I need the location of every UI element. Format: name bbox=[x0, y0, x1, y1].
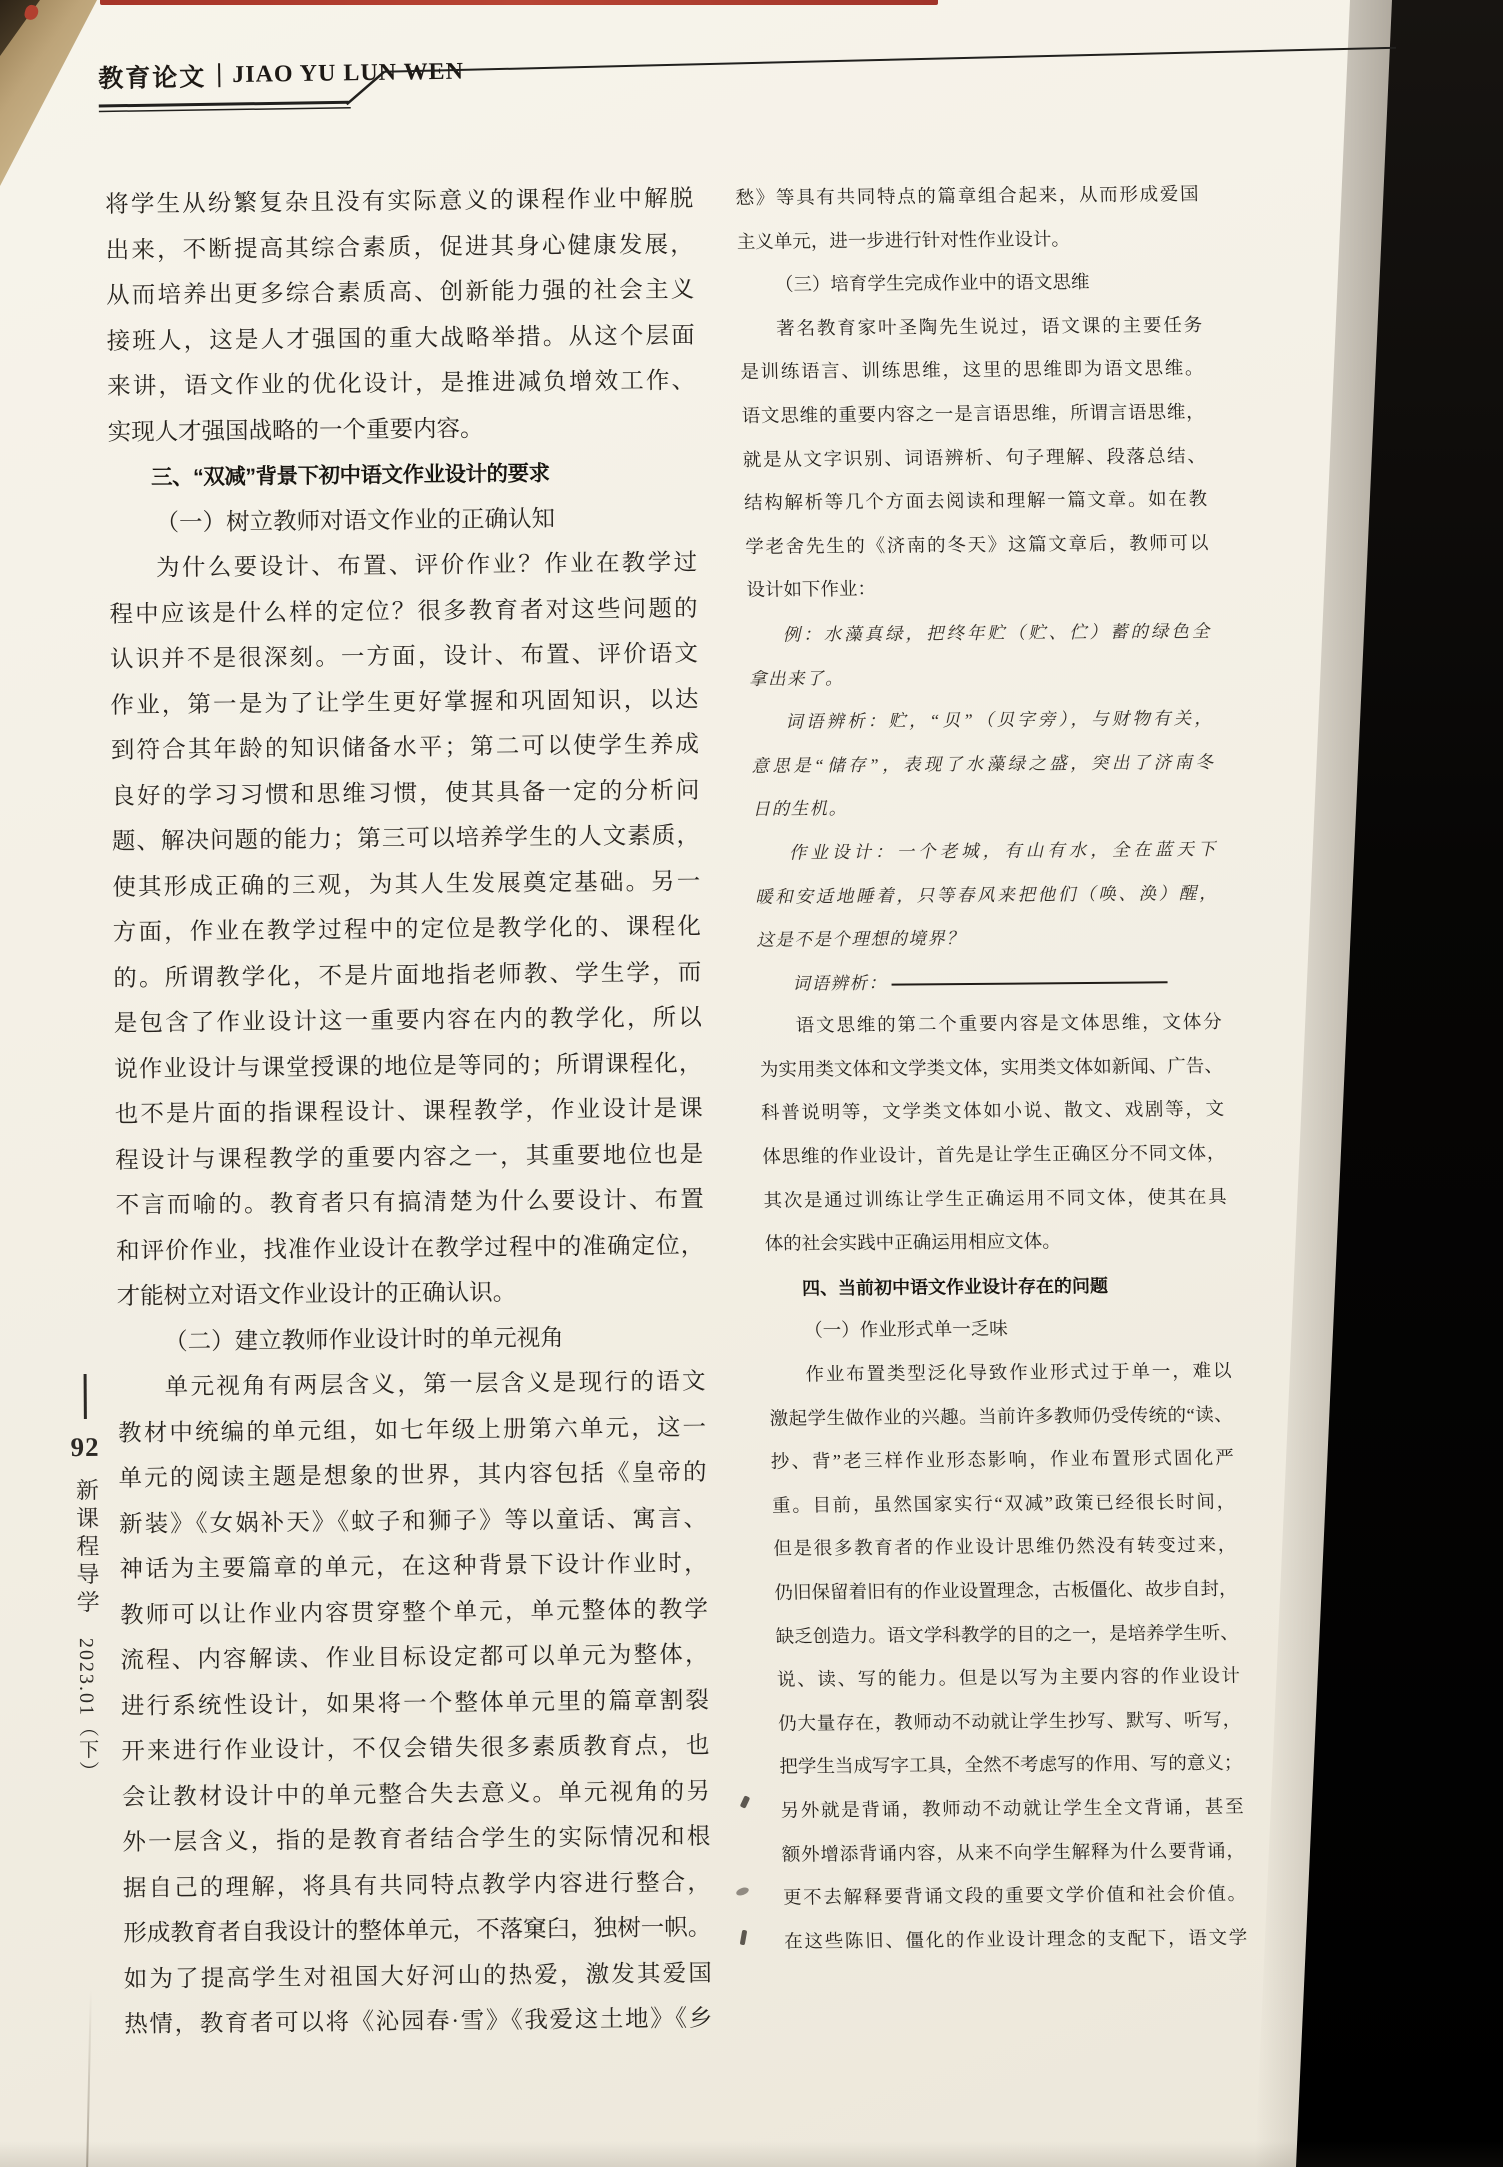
text-line: 和评价作业，找准作业设计在教学过程中的准确定位， bbox=[116, 1232, 705, 1265]
text-line: 进行系统性设计，如果将一个整体单元里的篇章割裂 bbox=[120, 1687, 710, 1720]
text-line: 神话为主要篇章的单元，在这种背景下设计作业时， bbox=[119, 1550, 708, 1583]
text-line: 为实用类文体和文学类文体，实用类文体如新闻、广告、 bbox=[759, 1056, 1224, 1081]
text-line: （二）建立教师作业设计时的单元视角 bbox=[164, 1324, 564, 1355]
text-line: 其次是通过训练让学生正确运用不同文体，使其在具 bbox=[763, 1187, 1227, 1212]
text-line: 使其形成正确的三观，为其人生发展奠定基础。另一 bbox=[112, 868, 701, 901]
ink-smudge bbox=[740, 1795, 751, 1808]
text-line: 教材中统编的单元组，如七年级上册第六单元，这一 bbox=[117, 1414, 707, 1447]
text-line: 仍旧保留着旧有的作业设置理念，古板僵化、故步自封， bbox=[774, 1579, 1238, 1604]
text-line: 激起学生做作业的兴趣。当前许多教师仍受传统的“读、 bbox=[769, 1405, 1233, 1430]
text-line: 主义单元，进一步进行针对性作业设计。 bbox=[736, 229, 1071, 253]
section-title-chinese: 教育论文 bbox=[98, 64, 207, 93]
text-line: 把学生当成写字工具，全然不考虑写的作用、写的意义； bbox=[779, 1754, 1243, 1779]
text-line: 作业设计：一个老城，有山有水，全在蓝天下 bbox=[788, 838, 1218, 863]
text-line: 但是很多教育者的作业设计思维仍然没有转变过来， bbox=[773, 1536, 1237, 1561]
text-line: 缺乏创造力。语文学科教学的目的之一，是培养学生听、 bbox=[775, 1623, 1240, 1648]
text-line: 暖和安适地睡着，只等春风来把他们（唤、涣）醒， bbox=[754, 882, 1219, 907]
text-line: 到符合其年龄的知识储备水平；第二可以使学生养成 bbox=[110, 731, 700, 764]
fill-in-blank-underline bbox=[891, 980, 1167, 985]
text-line: 作业，第一是为了让学生更好掌握和巩固知识，以达 bbox=[110, 686, 699, 719]
text-line: 如为了提高学生对祖国大好河山的热爱，激发其爱国 bbox=[123, 1960, 712, 1993]
text-line: 这是不是个理想的境界？ bbox=[756, 928, 966, 950]
page-header bbox=[98, 41, 1404, 126]
text-line: 教师可以让作业内容贯穿整个单元，单元整体的教学 bbox=[119, 1596, 709, 1629]
text-line: 是训练语言、训练思维，这里的思维即为语文思维。 bbox=[740, 359, 1204, 384]
text-line: 将学生从纷繁复杂且没有实际意义的课程作业中解脱 bbox=[105, 185, 694, 218]
text-line: 接班人，这是人才强国的重大战略举措。从这个层面 bbox=[106, 322, 695, 355]
ink-smudge bbox=[735, 1886, 750, 1897]
text-line: 更不去解释要背诵文段的重要文学价值和社会价值。 bbox=[782, 1884, 1247, 1909]
text-line: 会让教材设计中的单元整合失去意义。单元视角的另 bbox=[121, 1778, 711, 1811]
text-line: 意思是“储存”，表现了水藻绿之盛，突出了济南冬 bbox=[751, 751, 1215, 776]
text-column-left bbox=[105, 177, 713, 2049]
text-line: 外一层含义，指的是教育者结合学生的实际情况和根 bbox=[122, 1823, 711, 1856]
text-line: 结构解析等几个方面去阅读和理解一篇文章。如在教 bbox=[743, 490, 1208, 515]
text-line: 为什么要设计、布置、评价作业？作业在教学过 bbox=[155, 549, 698, 582]
page-number: 92 bbox=[70, 1431, 100, 1463]
text-line: 愁》等具有共同特点的篇章组合起来，从而形成爱国 bbox=[735, 184, 1199, 209]
text-line: 热情，教育者可以将《沁园春·雪》《我爱这土地》《乡 bbox=[124, 2005, 713, 2038]
text-line: 语文思维的重要内容之一是言语思维，所谓言语思维， bbox=[741, 402, 1205, 427]
text-line: 著名教育家叶圣陶先生说过，语文课的主要任务 bbox=[775, 315, 1203, 340]
text-line: 就是从文字识别、词语辨析、句子理解、段落总结、 bbox=[742, 446, 1207, 471]
text-line: 流程、内容解读、作业目标设定都可以单元为整体， bbox=[120, 1641, 709, 1674]
text-line: 单元视角有两层含义，第一层含义是现行的语文 bbox=[164, 1368, 706, 1401]
journal-name: 新课程导学 bbox=[72, 1477, 99, 1619]
text-line: 是包含了作业设计这一重要内容在内的教学化，所以 bbox=[113, 1004, 702, 1037]
section-title-pinyin: JIAO YU LUN WEN bbox=[232, 58, 465, 88]
text-line: 才能树立对语文作业设计的正确认识。 bbox=[116, 1279, 517, 1310]
bottom-edge-shadow bbox=[0, 2141, 1503, 2167]
text-line: 三、“双减”背景下初中语文作业设计的要求 bbox=[150, 461, 550, 490]
journal-sidebar bbox=[62, 1374, 111, 1783]
masthead-divider bbox=[218, 63, 220, 87]
text-line: 额外增添背诵内容，从来不向学生解释为什么要背诵， bbox=[781, 1841, 1246, 1866]
text-line: 从而培养出更多综合素质高、创新能力强的社会主义 bbox=[106, 276, 695, 309]
text-line: 程中应该是什么样的定位？很多教育者对这些问题的 bbox=[109, 595, 698, 628]
text-line: 四、当前初中语文作业设计存在的问题 bbox=[801, 1275, 1109, 1299]
text-line: 开来进行作业设计，不仅会错失很多素质教育点，也 bbox=[121, 1732, 710, 1765]
text-line: 抄、背”老三样作业形态影响，作业布置形式固化严 bbox=[770, 1448, 1235, 1473]
text-line: 科普说明等，文学类文体如小说、散文、戏剧等，文 bbox=[760, 1100, 1225, 1125]
text-line: 新装》《女娲补天》《蚊子和狮子》等以童话、寓言、 bbox=[118, 1505, 708, 1538]
text-line: 题、解决问题的能力；第三可以培养学生的人文素质， bbox=[111, 822, 701, 855]
text-line: 不言而喻的。教育者只有搞清楚为什么要设计、布置 bbox=[115, 1186, 704, 1219]
text-line: 单元的阅读主题是想象的世界，其内容包括《皇帝的 bbox=[118, 1459, 707, 1492]
text-line: 说、读、写的能力。但是以写为主要内容的作业设计 bbox=[776, 1666, 1241, 1691]
text-line: 日的生机。 bbox=[752, 798, 848, 820]
text-line: 学老舍先生的《济南的冬天》这篇文章后，教师可以 bbox=[745, 533, 1209, 558]
text-line: 重。目前，虽然国家实行“双减”政策已经很长时间， bbox=[771, 1492, 1236, 1517]
text-line: 仍大量存在，教师动不动就让学生抄写、默写、听写， bbox=[777, 1710, 1242, 1735]
text-column-right bbox=[735, 174, 1248, 1965]
ink-smudge bbox=[740, 1930, 748, 1946]
text-line: 语文思维的第二个重要内容是文体思维，文体分 bbox=[795, 1013, 1222, 1037]
text-line: （一）树立教师对语文作业的正确认知 bbox=[155, 505, 556, 536]
text-line: 作业布置类型泛化导致作业形式过于单一，难以 bbox=[805, 1361, 1232, 1386]
text-line: 形成教育者自我设计的整体单元，不落窠臼，独树一帜。 bbox=[123, 1914, 712, 1947]
text-line: （一）作业形式单一乏味 bbox=[803, 1320, 1009, 1342]
text-line: 词语辨析： bbox=[757, 958, 1221, 1006]
text-line: 设计如下作业： bbox=[746, 580, 877, 602]
text-line: 程设计与课程教学的重要内容之一，其重要地位也是 bbox=[115, 1141, 704, 1174]
text-line: 说作业设计与课堂授课的地位是等同的；所谓课程化， bbox=[114, 1050, 703, 1083]
text-line: 另外就是背诵，教师动不动就让学生全文背诵，甚至 bbox=[780, 1797, 1244, 1822]
text-line: 出来，不断提高其综合素质，促进其身心健康发展， bbox=[105, 231, 694, 264]
red-scan-line bbox=[100, 0, 938, 5]
text-line: 体的社会实践中正确运用相应文体。 bbox=[764, 1232, 1062, 1256]
text-line: 例：水藻真绿，把终年贮（贮、伫）蓄的绿色全 bbox=[782, 620, 1212, 645]
journal-issue: 2023.01（下） bbox=[74, 1637, 98, 1784]
text-line: 在这些陈旧、僵化的作业设计理念的支配下，语文学 bbox=[784, 1928, 1248, 1953]
text-line: 也不是片面的指课程设计、课程教学，作业设计是课 bbox=[114, 1095, 703, 1128]
text-line: 良好的学习习惯和思维习惯，使其具备一定的分析问 bbox=[111, 777, 700, 810]
text-line: 词语辨析：贮，“贝”（贝字旁），与财物有关， bbox=[784, 707, 1214, 732]
text-line: 拿出来了。 bbox=[748, 667, 845, 689]
sidebar-dash bbox=[83, 1374, 86, 1419]
text-line: 实现人才强国战略的一个重要内容。 bbox=[107, 415, 484, 446]
text-line: 据自己的理解，将具有共同特点教学内容进行整合， bbox=[122, 1869, 711, 1902]
text-line: 来讲，语文作业的优化设计，是推进减负增效工作、 bbox=[107, 367, 696, 400]
text-line: （三）培育学生完成作业中的语文思维 bbox=[774, 273, 1090, 296]
text-line: 方面，作业在教学过程中的定位是教学化的、课程化 bbox=[112, 913, 701, 946]
text-line: 体思维的作业设计，首先是让学生正确区分不同文体， bbox=[762, 1143, 1226, 1168]
text-line: 的。所谓教学化，不是片面地指老师教、学生学，而 bbox=[113, 959, 702, 992]
text-line: 认识并不是很深刻。一方面，设计、布置、评价语文 bbox=[109, 640, 699, 673]
